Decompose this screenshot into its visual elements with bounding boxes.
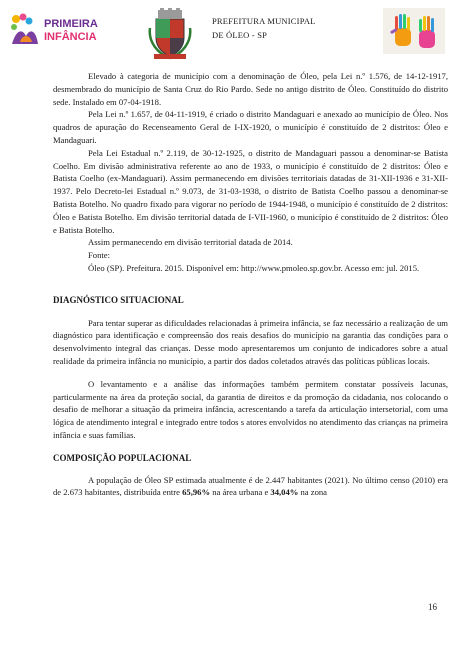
page-header [0,0,459,62]
logo-text-line2: INFÂNCIA [44,31,97,43]
page-number: 16 [428,602,437,612]
source-citation: Óleo (SP). Prefeitura. 2015. Disponível em: http://www.pmoleo.sp.gov.br. Acesso em: jul. 2015. [88,262,420,273]
page-content [53,70,448,499]
composicao-paragraph-1 [53,474,448,500]
diagnostico-paragraph-2: O levantamento e a análise das informações também permitem constatar possíveis lacunas, particularmente na área da proteção social, da garantia de direitos e da promoção da cidadania, nos colocando o desafio de melhorar a situação da primeira infância, acrescentando a tarefa da articulação intersetorial, com uma lógica de atendimento integral e integrado entre todos s atores envolvidos no atendimento das crianças na primeira infância e suas famílias. [53,378,448,440]
source-label: Fonte: [88,250,110,261]
header-title [212,14,316,42]
painted-hands-icon [383,8,445,54]
header-line1: PREFEITURA MUNICIPAL [212,16,316,26]
primeira-infancia-logo-icon [8,10,126,48]
header-line2: DE ÓLEO - SP [212,30,268,40]
urban-percentage: 65,96% [182,487,211,498]
history-paragraph-4: Assim permanecendo em divisão territorial datada de 2014. [88,237,293,248]
diagnostico-heading: DIAGNÓSTICO SITUACIONAL [53,294,184,305]
history-paragraph-3: Pela Lei Estadual n.º 2.119, de 30-12-1925, o distrito de Mandaguari passou a denominar-se Batista Coelho. Em divisão administrativa referente ao ano de 1933, o município é constituído de 2 distritos: Óleo e Batista Coelho (ex-Mandaguari). Assim permanecendo em divisões territoriais datadas de 31-XII-1936 e 31-XII-1937. Pelo Decreto-lei Estadual n.º 9.073, de 31-03-1938, o distrito de Batista Coelho passou a denominar-se Batista Botelho. No quadro fixado para vigorar no período de 1944-1948, o município é constituído de 2 distritos: Óleo e Batista Botelho. Em divisão territorial datada de I-VII-1960, o município é constituído de 2 distritos: Óleo e Batista Botelho. [53,147,448,235]
rural-percentage: 34,04% [270,487,299,498]
history-paragraph-2: Pela Lei n.º 1.657, de 04-11-1919, é criado o distrito Mandaguari e anexado ao município de Óleo. Nos quadros de apuração do Recenseamento Geral de I-IX-1920, o município é constituído de 2 distritos: Óleo e Mandaguari. [53,109,448,145]
history-paragraph-1: Elevado à categoria de município com a denominação de Óleo, pela Lei n.º 1.576, de 14-12-1917, desmembrado do município de Santa Cruz do Rio Pardo. Sede no antigo distrito de Óleo. Constituído do distrito sede. Instalado em 07-04-1918. [53,71,448,107]
composicao-text-b: na área urbana e [210,487,271,498]
composicao-heading: COMPOSIÇÃO POPULACIONAL [53,452,192,463]
diagnostico-paragraph-1: Para tentar superar as dificuldades relacionadas à primeira infância, se faz necessário a realização de um diagnóstico para identificação e compreensão dos reais desafios do município na garantia das condições para o desenvolvimento integral das crianças. Desse modo apresentaremos um conjunto de indicadores sobre a atual realidade da primeira infância no município, a partir dos dados coletados através das políticas públicas locais. [53,317,448,366]
composicao-text-a: A população de Óleo SP estimada atualmente é de 2.447 habitantes (2021). No último censo (2010) era de 2.673 habitantes, distribuída entre [53,474,448,498]
logo-text-line1: PRIMEIRA [44,18,98,30]
composicao-text-c: na zona [298,487,327,498]
municipal-crest-icon [148,8,192,60]
